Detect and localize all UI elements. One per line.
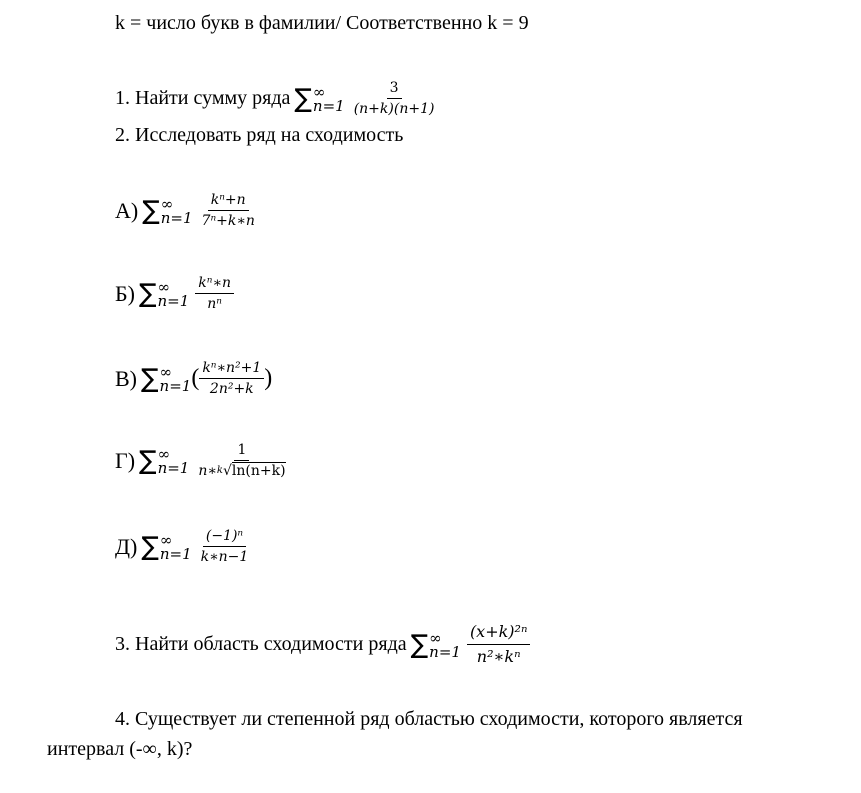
- task-1: [115, 78, 437, 119]
- task-4-line-1: 4. Существует ли степенной ряд областью сходимости, которого является: [115, 708, 743, 730]
- sum-symbol: ∑ ∞ n=1: [141, 530, 192, 563]
- fraction: $\frac{3}{(n+k)(n+1)}$: [353, 80, 435, 117]
- task-2-text: 2. Исследовать ряд на сходимость: [115, 124, 404, 146]
- sum-symbol: ∑ ∞ n=1: [410, 628, 461, 661]
- item-g: Г) ∑ ∞ n=1 $\frac{1}{n∗^k√\ln(n+k)}$: [115, 442, 286, 479]
- item-b: Б) ∑ ∞ n=1 $\frac{\text{kⁿ∗n}}{\text{nⁿ}}$: [115, 273, 234, 314]
- sum-symbol: ∑ ∞ n=1: [139, 444, 190, 477]
- root-icon: √: [222, 463, 232, 479]
- sum-symbol: ∑ ∞ n=1: [294, 82, 345, 115]
- task-3: 3. Найти область сходимости ряда ∑ ∞ n=1 $\frac{\text{(x+k)²ⁿ}}{\text{n²∗kⁿ}}$: [115, 620, 530, 669]
- item-a: А) ∑ ∞ n=1 $\frac{\text{kⁿ+n}}{\text{7ⁿ+k∗n}}$: [115, 192, 255, 229]
- task-4-line-2: интервал (-∞, k)?: [47, 738, 193, 760]
- sum-symbol: ∑ ∞ n=1: [138, 277, 190, 310]
- item-d: Д) ∑ ∞ n=1 $\frac{\text{(−1)ⁿ}}{k∗n-1}$: [115, 528, 249, 565]
- sum-symbol: ∑ ∞ n=1: [141, 362, 192, 395]
- sum-symbol: ∑ ∞ n=1: [142, 194, 193, 227]
- task-1-text: 1. Найти сумму ряда: [115, 87, 291, 109]
- item-v: В) ∑ ∞ n=1 ( $\frac{\text{kⁿ∗n²+1}}{\text{2n²+k}}$ ): [115, 360, 273, 397]
- intro-text: k = число букв в фамилии/ Соответственно k = 9: [115, 12, 529, 34]
